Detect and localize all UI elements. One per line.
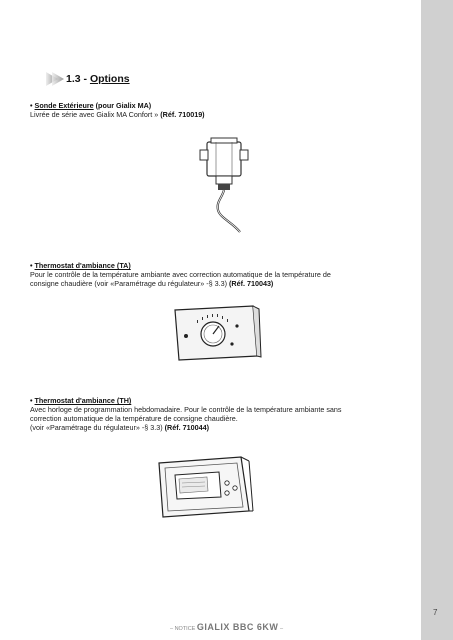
page-number: 7 (433, 608, 438, 617)
option-text: consigne chaudière (voir «Paramétrage du régulateur» -§ 3.3) (30, 279, 229, 288)
footer-suffix: – (279, 626, 283, 632)
section-number: 1.3 - (66, 73, 88, 85)
option-suffix: (pour Gialix MA) (95, 101, 152, 110)
option-reference: (Réf. 710043) (228, 279, 274, 288)
option-text-line (30, 111, 205, 120)
option-text: Livrée de série avec Gialix MA Confort » (30, 110, 161, 119)
option-heading-outdoor-sensor (30, 101, 151, 110)
option-text: correction automatique de la température de consigne chaudière. (30, 414, 238, 423)
bullet: • (30, 396, 33, 405)
section-title-text: Options (89, 73, 130, 85)
option-reference: (Réf. 710044) (164, 423, 209, 432)
option-title: Sonde Extérieure (34, 101, 94, 110)
option-title: Thermostat d'ambiance (TH) (34, 396, 132, 405)
bullet: • (30, 101, 33, 110)
room-thermostat-image (169, 304, 263, 362)
footer-brand: GIALIX BBC 6KW (196, 622, 279, 632)
option-heading-room-thermostat (30, 261, 131, 270)
option-reference: (Réf. 710019) (160, 110, 205, 119)
option-text: Pour le contrôle de la température ambiante avec correction automatique de la température de (30, 270, 331, 279)
section-title (66, 72, 130, 86)
option-text-line (30, 280, 273, 289)
option-text: (voir «Paramétrage du régulateur» -§ 3.3) (30, 423, 165, 432)
bullet: • (30, 261, 33, 270)
footer-prefix: – NOTICE (169, 626, 196, 632)
programmable-thermostat-image (155, 455, 255, 519)
option-heading-programmable-thermostat (30, 396, 131, 405)
footer (0, 622, 453, 632)
section-arrow-icon (44, 72, 66, 86)
option-title: Thermostat d'ambiance (TA) (34, 261, 131, 270)
option-text-line (30, 424, 209, 433)
option-text: Avec horloge de programmation hebdomadaire. Pour le contrôle de la température ambiante sans (30, 405, 342, 414)
outdoor-sensor-image (196, 136, 252, 236)
page-edge-band (421, 0, 453, 640)
